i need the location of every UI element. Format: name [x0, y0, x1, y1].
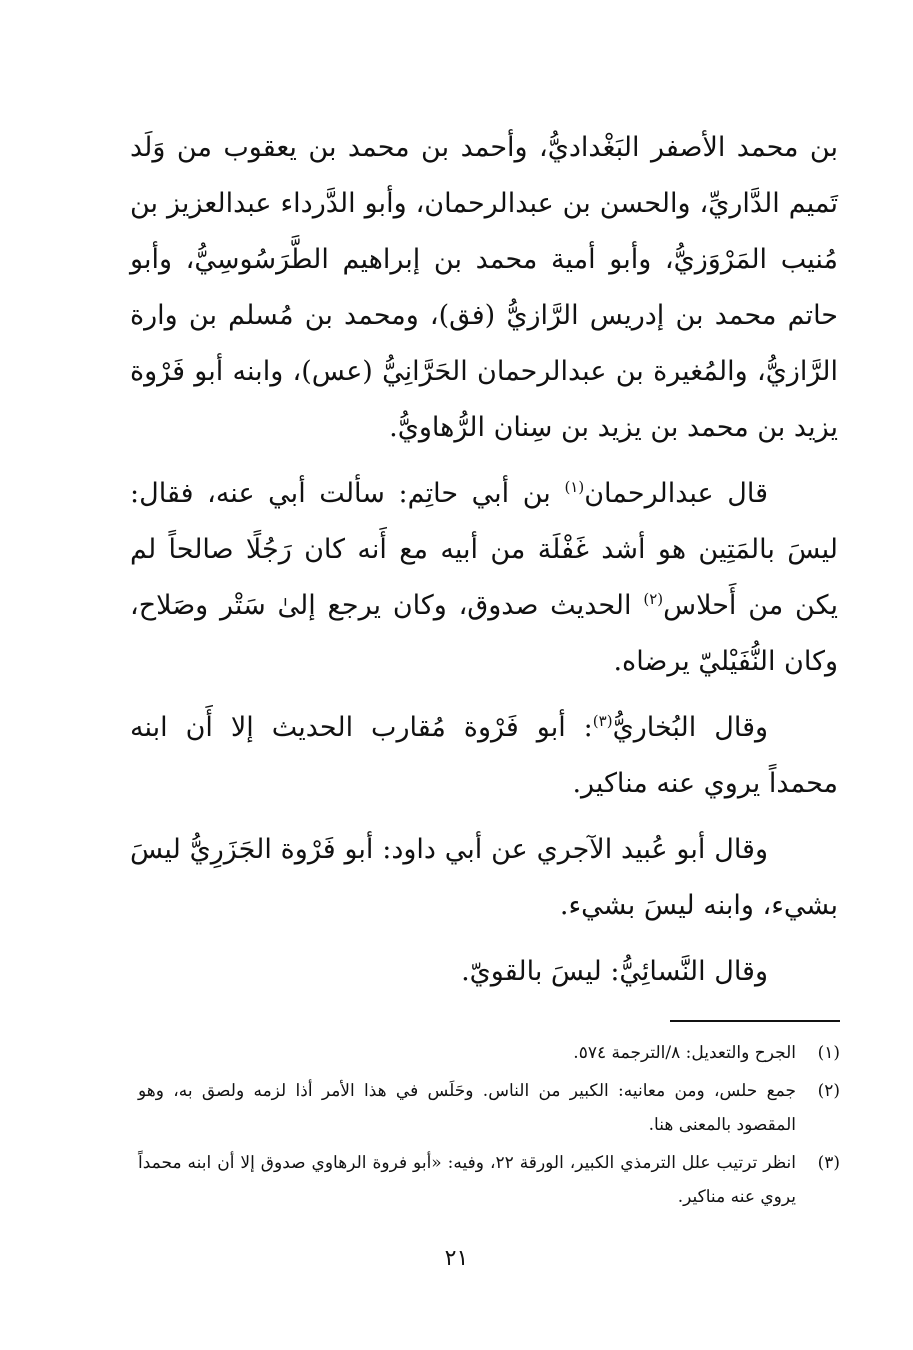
- footnote-text: جمع حلس، ومن معانيه: الكبير من الناس. وحَلَس في هذا الأمر أذا لزمه ولصق به، وهو المقصود بالمعنى هنا.: [138, 1081, 796, 1135]
- footnote-item: [138, 1036, 840, 1070]
- paragraph-text: الحديث صدوق، وكان يرجع إلىٰ سَتْر وصَلاح، وكان النُّفَيْليّ يرضاه.: [130, 590, 838, 677]
- footnote-ref-3[interactable]: (٣): [592, 712, 613, 730]
- paragraph-text: : أبو فَرْوة مُقارب الحديث إلا أَن ابنه محمداً يروي عنه مناكير.: [130, 712, 838, 799]
- footnote-separator: [670, 1020, 840, 1022]
- paragraph-nasai: وقال النَّسائِيُّ: ليسَ بالقويّ.: [461, 956, 768, 987]
- footnote-item: [138, 1074, 840, 1142]
- paragraph-bukhari: [130, 700, 838, 812]
- paragraph-narrators: بن محمد الأصفر البَغْداديُّ، وأحمد بن محمد بن يعقوب من وَلَد تَميم الدَّاريِّ، والحسن بن عبدالرحمان، وأبو الدَّرداء عبدالعزيز بن مُنيب المَرْوَزيُّ، وأبو أمية محمد بن إبراهيم الطَّرَسُوسِيُّ، وأبو حاتم محمد بن إدريس الرَّازيُّ (فق)، ومحمد بن مُسلم بن وارة الرَّازيُّ، والمُغيرة بن عبدالرحمان الحَرَّانِيُّ (عس)، وابنه أبو فَرْوة يزيد بن محمد بن يزيد بن سِنان الرُّهاويُّ.: [130, 132, 838, 443]
- page-number: ٢١: [444, 1246, 469, 1271]
- footnote-item: [138, 1146, 840, 1214]
- paragraph-abu-dawud: وقال أبو عُبيد الآجري عن أبي داود: أبو فَرْوة الجَزَرِيُّ ليسَ بشيء، وابنه ليسَ بشيء.: [130, 834, 838, 921]
- paragraph-text: وقال البُخاريُّ: [612, 712, 769, 743]
- main-text: [130, 120, 838, 1000]
- footnote-ref-1[interactable]: (١): [564, 478, 585, 496]
- footnote-number: (١): [817, 1043, 840, 1063]
- footnote-number: (٣): [817, 1153, 840, 1173]
- paragraph-abu-hatim: [130, 466, 838, 690]
- paragraph-text: بن أبي حاتِم: سألت أبي عنه، فقال: ليسَ بالمَتِين هو أشد غَفْلَة من أبيه مع أَنه كان رَجُلًا صالحاً لم يكن من أَحلاس: [130, 478, 838, 621]
- footnotes: [138, 1036, 840, 1218]
- footnote-text: الجرح والتعديل: ٨/الترجمة ٥٧٤.: [573, 1043, 796, 1063]
- footnote-ref-2[interactable]: (٢): [643, 590, 664, 608]
- footnote-number: (٢): [817, 1081, 840, 1101]
- footnote-text: انظر ترتيب علل الترمذي الكبير، الورقة ٢٢، وفيه: «أبو فروة الرهاوي صدوق إلا أن ابنه محمداً يروي عنه مناكير.: [138, 1153, 796, 1207]
- paragraph-text: قال عبدالرحمان: [584, 478, 768, 509]
